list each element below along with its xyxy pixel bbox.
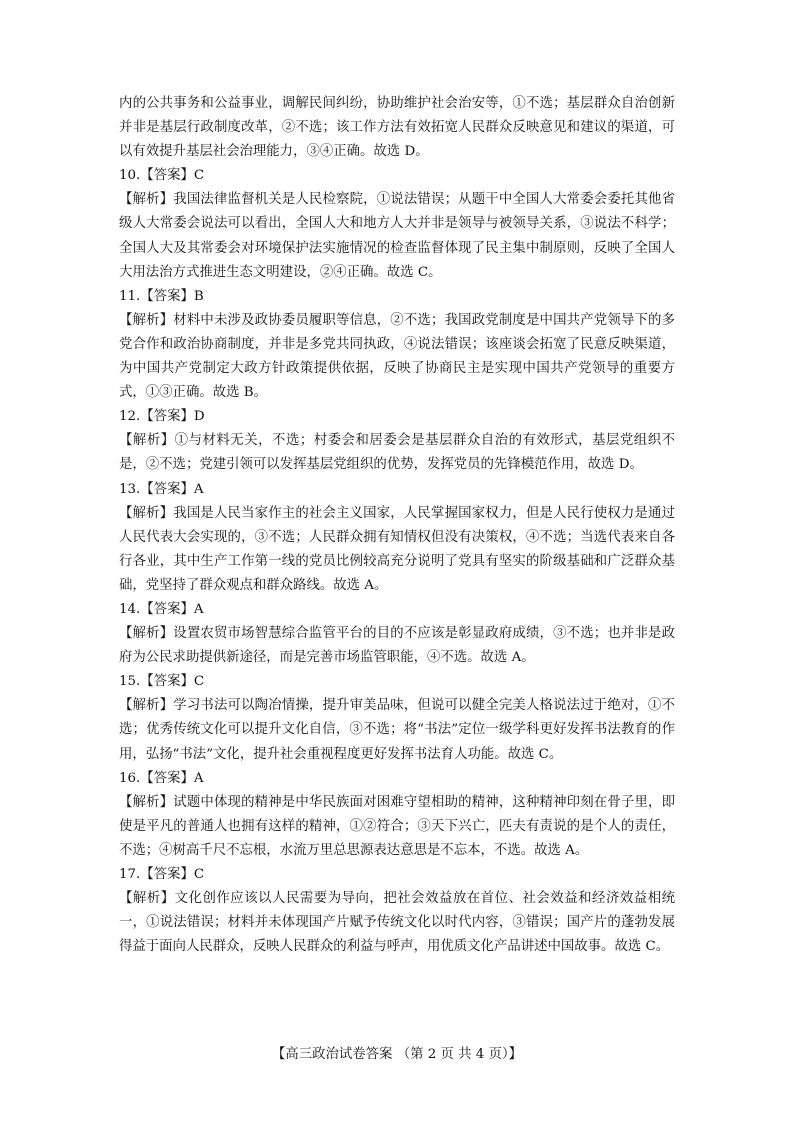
answer-16: 16.【答案】A xyxy=(119,770,204,786)
analysis-15: 【解析】学习书法可以陶冶情操，提升审美品味，但说可以健全完美人格说法过于绝对，①不选；优秀传统文化可以提升文化自信，③不选；将“书法”定位一级学科更好发挥书法教育的作用，弘扬“书法”文化，提升社会重视程度更好发挥书法育人功能。故选 C。 xyxy=(119,698,675,762)
answer-page-body xyxy=(119,92,675,959)
analysis-13: 【解析】我国是人民当家作主的社会主义国家，人民掌握国家权力，但是人民行使权力是通过人民代表大会实现的，③不选；人民群众拥有知情权但没有决策权，④不选；当选代表来自各行各业，其中生产工作第一线的党员比例较高充分说明了党具有坚实的阶级基础和广泛群众基础，党坚持了群众观点和群众路线。故选 A。 xyxy=(119,505,675,593)
analysis-10: 【解析】我国法律监督机关是人民检察院，①说法错误；从题干中全国人大常委会委托其他省级人大常委会说法可以看出，全国人大和地方人大并非是领导与被领导关系，③说法不科学；全国人大及其常委会对环境保护法实施情况的检查监督体现了民主集中制原则，反映了全国人大用法治方式推进生态文明建设，②④正确。故选 C。 xyxy=(119,192,675,280)
answer-15: 15.【答案】C xyxy=(119,674,205,690)
answer-12: 12.【答案】D xyxy=(119,409,205,425)
analysis-17: 【解析】文化创作应该以人民需要为导向，把社会效益放在首位、社会效益和经济效益相统一，①说法错误；材料并未体现国产片赋予传统文化以时代内容，③错误；国产片的蓬勃发展得益于面向人民群众，反映人民群众的利益与呼声，用优质文化产品讲述中国故事。故选 C。 xyxy=(119,891,675,955)
analysis-16: 【解析】试题中体现的精神是中华民族面对困难守望相助的精神，这种精神印刻在骨子里，即使是平凡的普通人也拥有这样的精神，①②符合；③天下兴亡，匹夫有责说的是个人的责任，不选；④树高千尺不忘根，水流万里总思源表达意思是不忘本，不选。故选 A。 xyxy=(119,794,675,858)
analysis-11: 【解析】材料中未涉及政协委员履职等信息，②不选；我国政党制度是中国共产党领导下的多党合作和政治协商制度，并非是多党共同执政，④说法错误；该座谈会拓宽了民意反映渠道，为中国共产党制定大政方针政策提供依据，反映了协商民主是实现中国共产党领导的重要方式，①③正确。故选 B。 xyxy=(119,312,675,401)
analysis-12: 【解析】①与材料无关，不选；村委会和居委会是基层群众自治的有效形式，基层党组织不是，②不选；党建引领可以发挥基层党组织的优势，发挥党员的先锋模范作用，故选 D。 xyxy=(119,433,675,473)
answer-13: 13.【答案】A xyxy=(119,481,204,497)
analysis-14: 【解析】设置农贸市场智慧综合监管平台的目的不应该是彰显政府成绩，③不选；也并非是政府为公民求助提供新途径，而是完善市场监管职能，④不选。故选 A。 xyxy=(119,626,675,666)
answer-11: 11.【答案】B xyxy=(119,288,204,304)
page-footer: 【高三政治试卷答案 （第 2 页 共 4 页）】 xyxy=(271,1047,523,1062)
answer-17: 17.【答案】C xyxy=(119,867,205,882)
paragraph-continuation: 内的公共事务和公益事业，调解民间纠纷，协助维护社会治安等，①不选；基层群众自治创新并非是基层行政制度改革，②不选；该工作方法有效拓宽人民群众反映意见和建议的渠道，可以有效提升基层社会治理能力，③④正确。故选 D。 xyxy=(119,96,675,160)
answer-10: 10.【答案】C xyxy=(119,168,205,184)
answer-14: 14.【答案】A xyxy=(119,601,204,617)
